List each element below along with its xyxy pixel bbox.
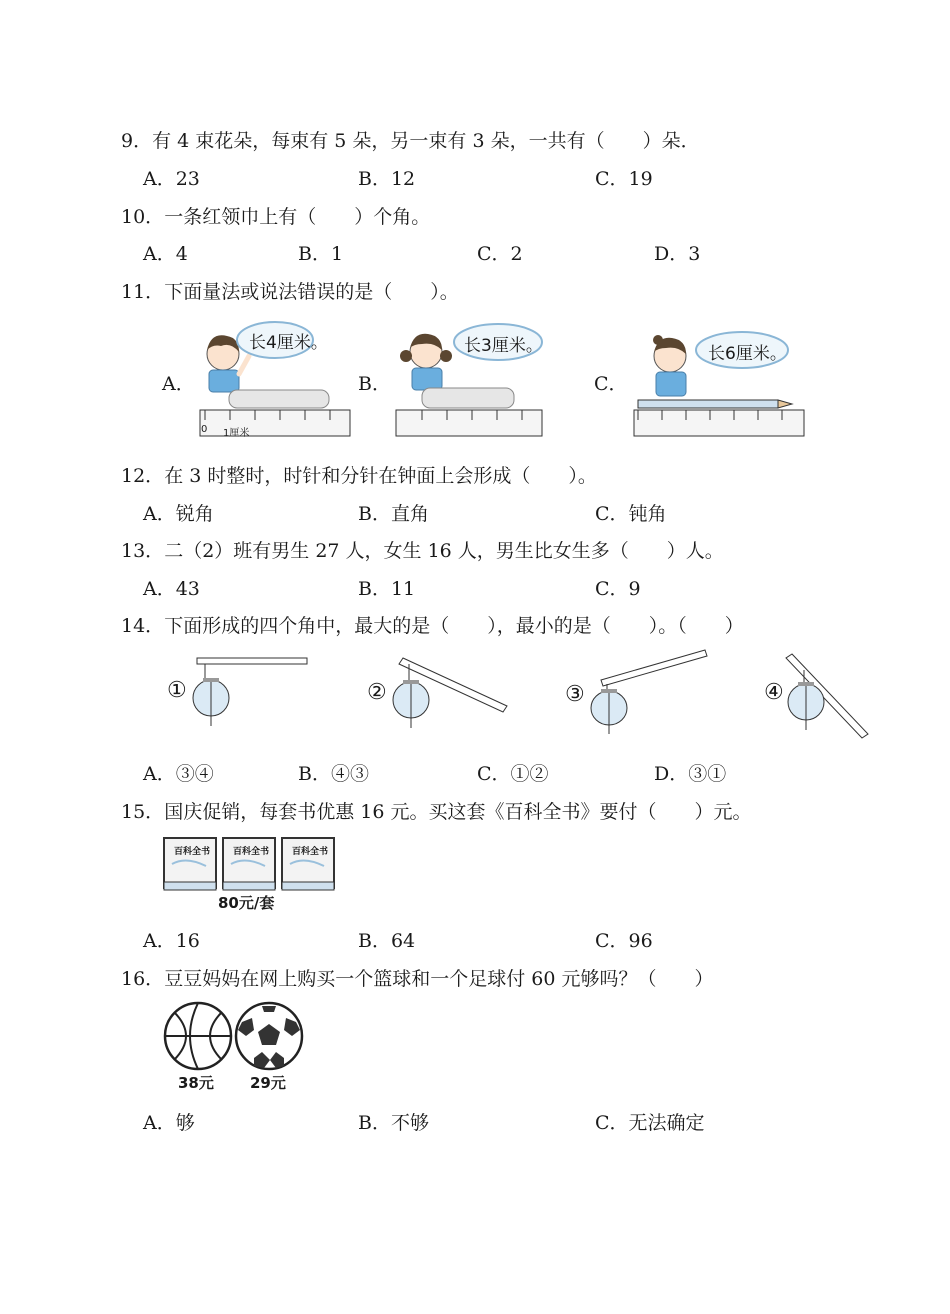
option-c[interactable]: C．96 bbox=[595, 930, 653, 952]
figure-label: ② bbox=[367, 680, 387, 705]
option-b[interactable]: B．11 bbox=[358, 578, 416, 600]
question-text: 一条红领巾上有（ ）个角。 bbox=[164, 206, 431, 228]
lantern-pole-icon bbox=[365, 650, 515, 735]
balls-figure bbox=[162, 1000, 307, 1095]
lantern-pole-icon bbox=[563, 648, 713, 738]
question-text: 在 3 时整时，时针和分针在钟面上会形成（ ）。 bbox=[164, 465, 597, 487]
option-a[interactable]: A．16 bbox=[143, 930, 200, 952]
books-figure bbox=[162, 834, 342, 914]
question-12 bbox=[121, 461, 597, 488]
book-title: 百科全书 bbox=[174, 847, 211, 857]
option-d[interactable]: D．③① bbox=[654, 763, 727, 785]
question-13 bbox=[121, 536, 724, 563]
option-a[interactable]: A．23 bbox=[143, 168, 200, 190]
speech-bubble-text: 长3厘米。 bbox=[464, 336, 543, 356]
question-number: 10． bbox=[121, 206, 165, 228]
question-9 bbox=[121, 126, 700, 153]
question-number: 12． bbox=[121, 465, 165, 487]
question-14 bbox=[121, 611, 744, 638]
option-a[interactable]: A．够 bbox=[143, 1112, 195, 1134]
option-c[interactable]: C．钝角 bbox=[595, 503, 667, 525]
option-c[interactable]: C． bbox=[594, 373, 628, 395]
question-text: 下面形成的四个角中，最大的是（ ），最小的是（ ）。（ ） bbox=[164, 615, 744, 637]
lantern-figure-1 bbox=[165, 648, 315, 733]
figure-girl-ruler bbox=[392, 312, 547, 442]
question-text: 二（2）班有男生 27 人，女生 16 人，男生比女生多（ ）人。 bbox=[164, 540, 724, 562]
lantern-figure-4 bbox=[762, 652, 912, 740]
question-number: 16． bbox=[121, 968, 165, 990]
option-b[interactable]: B．不够 bbox=[358, 1112, 429, 1134]
option-b[interactable]: B．1 bbox=[298, 243, 344, 265]
option-b[interactable]: B．④③ bbox=[298, 763, 369, 785]
option-a[interactable]: A．③④ bbox=[143, 763, 214, 785]
balls-icon bbox=[162, 1000, 307, 1072]
lantern-figure-3 bbox=[563, 648, 713, 738]
option-c[interactable]: C．①② bbox=[477, 763, 549, 785]
option-a[interactable]: A． bbox=[162, 373, 195, 395]
figure-label: ③ bbox=[565, 682, 585, 707]
question-10 bbox=[121, 202, 430, 229]
soccer-ball-price: 29元 bbox=[250, 1074, 286, 1092]
option-c[interactable]: C．9 bbox=[595, 578, 641, 600]
book-title: 百科全书 bbox=[292, 847, 329, 857]
option-b[interactable]: B．64 bbox=[358, 930, 416, 952]
option-c[interactable]: C．2 bbox=[477, 243, 523, 265]
option-c[interactable]: C．无法确定 bbox=[595, 1112, 705, 1134]
question-number: 9． bbox=[121, 130, 153, 152]
figure-boy-ruler bbox=[195, 312, 360, 442]
question-15 bbox=[121, 797, 751, 824]
soccer-ball-icon bbox=[236, 1003, 302, 1069]
book-title: 百科全书 bbox=[233, 847, 270, 857]
option-c[interactable]: C．19 bbox=[595, 168, 653, 190]
question-number: 13． bbox=[121, 540, 165, 562]
figure-label: ① bbox=[167, 678, 187, 703]
lantern-pole-icon bbox=[165, 648, 315, 733]
ruler-unit-label: 1厘米 bbox=[223, 428, 250, 439]
question-text: 豆豆妈妈在网上购买一个篮球和一个足球付 60 元够吗？（ ） bbox=[164, 968, 714, 990]
speech-bubble-text: 长4厘米。 bbox=[249, 333, 328, 353]
question-text: 国庆促销，每套书优惠 16 元。买这套《百科全书》要付（ ）元。 bbox=[164, 801, 752, 823]
option-b[interactable]: B．直角 bbox=[358, 503, 429, 525]
option-a[interactable]: A．锐角 bbox=[143, 503, 214, 525]
speech-bubble-text: 长6厘米。 bbox=[708, 344, 787, 364]
option-b[interactable]: B． bbox=[358, 373, 391, 395]
figure-girl-pencil bbox=[630, 322, 810, 442]
option-a[interactable]: A．43 bbox=[143, 578, 200, 600]
ruler-start-label: 0 bbox=[201, 424, 208, 435]
question-11 bbox=[121, 277, 459, 304]
option-a[interactable]: A．4 bbox=[143, 243, 188, 265]
question-text: 下面量法或说法错误的是（ ）。 bbox=[164, 281, 459, 303]
basketball-price: 38元 bbox=[178, 1074, 214, 1092]
basketball-icon bbox=[165, 1003, 231, 1069]
lantern-pole-icon bbox=[762, 652, 912, 740]
question-number: 11． bbox=[121, 281, 165, 303]
question-16 bbox=[121, 964, 713, 991]
question-text: 有 4 束花朵，每束有 5 朵，另一束有 3 朵，一共有（ ）朵． bbox=[152, 130, 700, 152]
question-number: 15． bbox=[121, 801, 165, 823]
question-number: 14． bbox=[121, 615, 165, 637]
option-d[interactable]: D．3 bbox=[654, 243, 701, 265]
lantern-figure-2 bbox=[365, 650, 515, 735]
option-b[interactable]: B．12 bbox=[358, 168, 416, 190]
figure-label: ④ bbox=[764, 680, 784, 705]
price-label: 80元/套 bbox=[218, 894, 275, 912]
